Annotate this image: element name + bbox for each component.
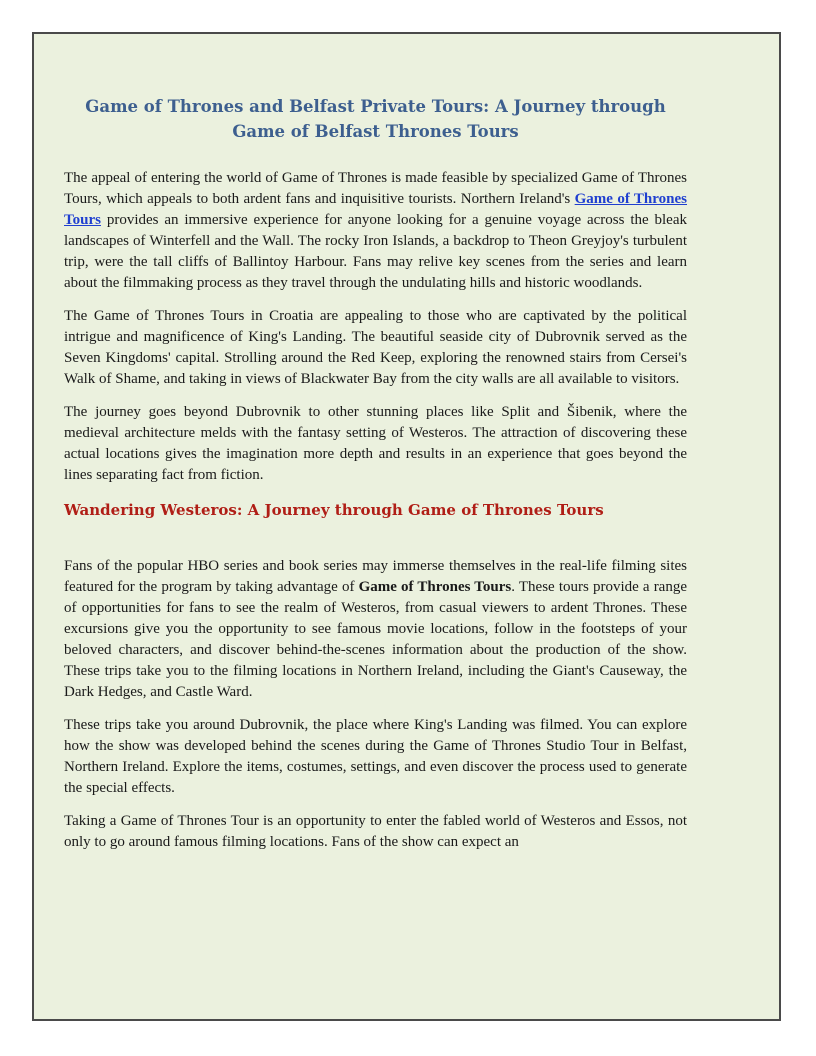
document-title: Game of Thrones and Belfast Private Tours: A Journey through Game of Belfast Thrones Tours: [85, 97, 666, 141]
bold-tours-name: Game of Thrones Tours: [358, 579, 512, 595]
paragraph-hbo-fans: [64, 556, 687, 703]
paragraph-fabled-world: Taking a Game of Thrones Tour is an opportunity to enter the fabled world of Westeros and Essos, not only to go around famous filming locations. Fans of the show can expect an: [64, 813, 687, 850]
document-body: [64, 94, 687, 853]
section-heading: Wandering Westeros: A Journey through Game of Thrones Tours: [64, 501, 604, 519]
paragraph-beyond-dubrovnik: The journey goes beyond Dubrovnik to other stunning places like Split and Šibenik, where the medieval architecture melds with the fantasy setting of Westeros. The attraction of discovering these actual locations gives the imagination more depth and results in an experience that goes beyond the lines separating fact from fiction.: [64, 404, 687, 483]
paragraph-hbo-fans-text-1: Fans of the popular HBO series and book series may immerse themselves in the real-life filming sites featured for the program by taking advantage of: [64, 558, 687, 595]
paragraph-hbo-fans-text-2: . These tours provide a range of opportunities for fans to see the realm of Westeros, from casual viewers to ardent Thrones. These excursions give you the opportunity to see famous movie locations, follow in the footsteps of your beloved characters, and discover behind-the-scenes information about the production of the show. These trips take you to the filming locations in Northern Ireland, including the Giant's Causeway, the Dark Hedges, and Castle Ward.: [64, 579, 687, 700]
paragraph-intro-text-1: The appeal of entering the world of Game of Thrones is made feasible by specialized Game of Thrones Tours, which appeals to both ardent fans and inquisitive tourists. Northern Ireland's: [64, 170, 687, 207]
paragraph-croatia: The Game of Thrones Tours in Croatia are appealing to those who are captivated by the political intrigue and magnificence of King's Landing. The beautiful seaside city of Dubrovnik served as the Seven Kingdoms' capital. Strolling around the Red Keep, exploring the renowned stairs from Cersei's Walk of Shame, and taking in views of Blackwater Bay from the city walls are all available to visitors.: [64, 308, 687, 387]
paragraph-intro-text-2: provides an immersive experience for anyone looking for a genuine voyage across the bleak landscapes of Winterfell and the Wall. The rocky Iron Islands, a backdrop to Theon Greyjoy's turbulent trip, were the tall cliffs of Ballintoy Harbour. Fans may relive key scenes from the series and learn about the filmmaking process as they travel through the undulating hills and historic woodlands.: [64, 212, 687, 291]
paragraph-intro: [64, 168, 687, 294]
game-of-thrones-tours-link[interactable]: Game of Thrones Tours: [64, 191, 687, 228]
paragraph-dubrovnik-trips: These trips take you around Dubrovnik, the place where King's Landing was filmed. You can explore how the show was developed behind the scenes during the Game of Thrones Studio Tour in Belfast, Northern Ireland. Explore the items, costumes, settings, and even discover the process used to generate the special effects.: [64, 717, 687, 796]
